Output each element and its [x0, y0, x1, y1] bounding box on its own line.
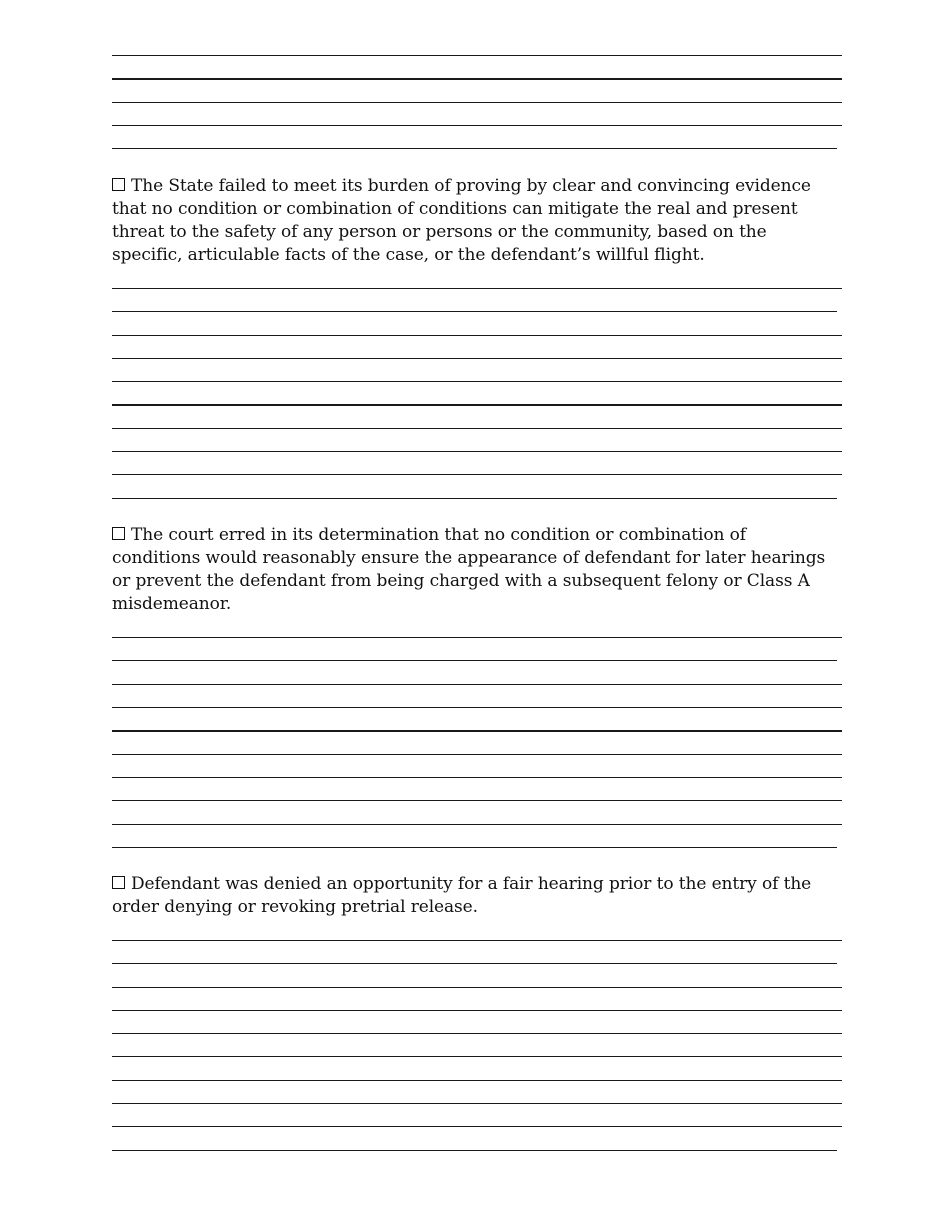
writing-line[interactable] [112, 987, 842, 988]
writing-line[interactable] [112, 381, 842, 382]
ground-text: Defendant was denied an opportunity for a fair hearing prior to the entry of the order denying or revoking pretrial release. [112, 874, 812, 917]
writing-line[interactable] [112, 474, 842, 475]
writing-line[interactable] [112, 428, 842, 429]
writing-line[interactable] [112, 1126, 842, 1127]
writing-line[interactable] [112, 404, 842, 406]
writing-line[interactable] [112, 754, 842, 755]
writing-line[interactable] [112, 125, 842, 126]
writing-line[interactable] [112, 78, 842, 80]
writing-line[interactable] [112, 847, 837, 848]
writing-line[interactable] [112, 358, 842, 359]
ground-court-erred [112, 524, 832, 616]
writing-line[interactable] [112, 940, 842, 941]
ground-checkbox[interactable] [112, 527, 125, 540]
writing-line[interactable] [112, 498, 837, 499]
writing-line[interactable] [112, 102, 842, 103]
writing-line[interactable] [112, 288, 842, 289]
ground-checkbox[interactable] [112, 876, 125, 889]
ground-fair-hearing [112, 873, 832, 919]
writing-line[interactable] [112, 660, 837, 661]
writing-line[interactable] [112, 684, 842, 685]
ground-checkbox[interactable] [112, 178, 125, 191]
writing-line[interactable] [112, 637, 842, 638]
writing-line[interactable] [112, 451, 842, 452]
ground-text: The State failed to meet its burden of proving by clear and convincing evidence that no condition or combination of conditions can mitigate the real and present threat to the safety of any person or persons or the community, based on the specific, articulable facts of the case, or the defendant’s willful flight. [112, 176, 811, 265]
writing-line[interactable] [112, 311, 837, 312]
ground-text: The court erred in its determination that no condition or combination of conditions would reasonably ensure the appearance of defendant for later hearings or prevent the defendant from being charged with a subsequent felony or Class A misdemeanor. [112, 525, 826, 614]
writing-line[interactable] [112, 1103, 842, 1104]
writing-line[interactable] [112, 335, 842, 336]
writing-line[interactable] [112, 963, 837, 964]
writing-line[interactable] [112, 1010, 842, 1011]
writing-line[interactable] [112, 55, 842, 56]
writing-line[interactable] [112, 800, 842, 801]
writing-line[interactable] [112, 1080, 842, 1081]
writing-line[interactable] [112, 1150, 837, 1151]
writing-line[interactable] [112, 730, 842, 732]
writing-line[interactable] [112, 1056, 842, 1057]
writing-line[interactable] [112, 148, 837, 149]
writing-line[interactable] [112, 824, 842, 825]
ground-state-burden [112, 175, 832, 267]
writing-line[interactable] [112, 1033, 842, 1034]
writing-line[interactable] [112, 707, 842, 708]
writing-line[interactable] [112, 777, 842, 778]
